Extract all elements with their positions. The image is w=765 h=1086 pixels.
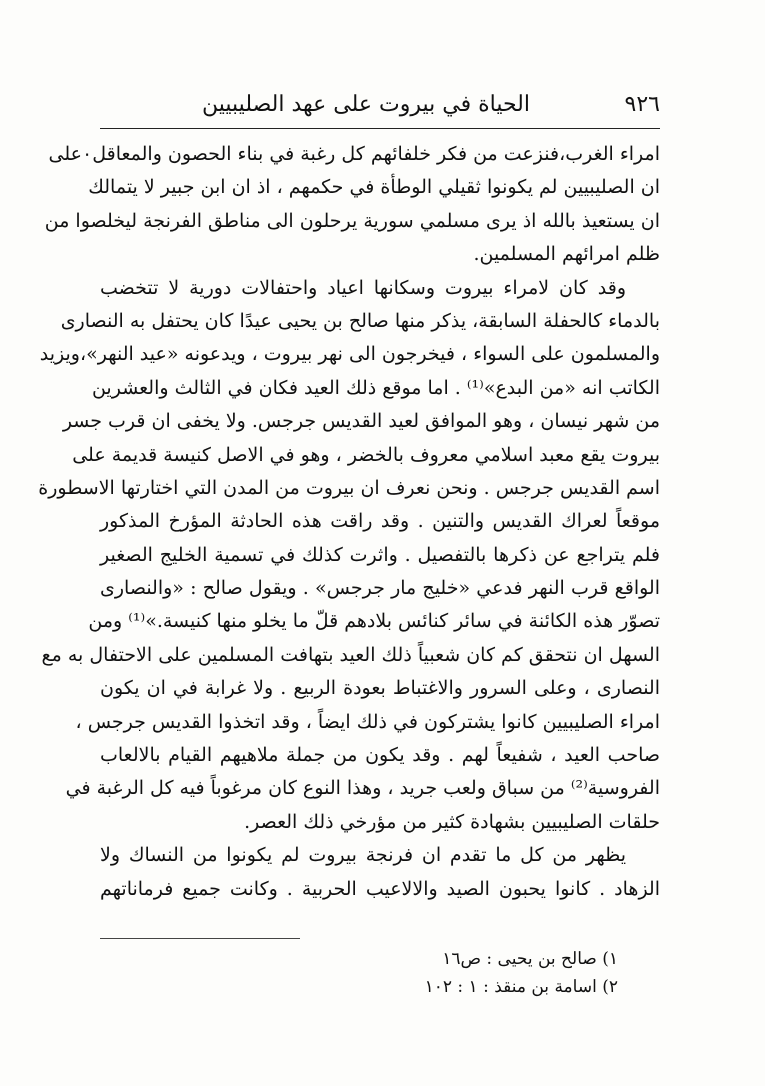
text-line: الواقع قرب النهر فدعي «خليج مار جرجس» . ويقول صالح : «والنصارى xyxy=(100,577,660,600)
text-line: تصوّر هذه الكائنة في سائر كنائس بلادهم قلّ ما يخلو منها كنيسة.»⁽¹⁾ ومن xyxy=(88,610,660,633)
body-text xyxy=(38,138,660,906)
text-line: النصارى ، وعلى السرور والاغتباط بعودة الربيع . ولا غرابة في ان يكون xyxy=(100,677,660,700)
text-line: فلم يتراجع عن ذكرها بالتفصيل . واثرت كذلك في تسمية الخليج الصغير xyxy=(100,543,660,566)
footnote-rule xyxy=(100,938,300,939)
paragraph xyxy=(38,272,660,840)
page-number: ٩٢٦ xyxy=(624,92,660,117)
text-line: الزهاد . كانوا يحبون الصيد والالاعيب الحربية . وكانت جميع فرماناتهم xyxy=(100,877,660,900)
running-title: الحياة في بيروت على عهد الصليبيين xyxy=(202,92,530,117)
text-line: السهل ان نتحقق كم كان شعبياً ذلك العيد بتهافت المسلمين على الاحتفال به مع xyxy=(41,643,660,666)
text-line: اسم القديس جرجس . ونحن نعرف ان بيروت من المدن التي اختارتها الاسطورة xyxy=(38,476,660,499)
text-line: بالدماء كالحفلة السابقة، يذكر منها صالح بن يحيى عيدًا كان يحتفل به النصارى xyxy=(60,309,660,332)
text-line: الفروسية⁽²⁾ من سباق ولعب جريد ، وهذا النوع كان مرغوباً فيه كل الرغبة في xyxy=(65,777,660,800)
text-line: ان الصليبيين لم يكونوا ثقيلي الوطأة في حكمهم ، اذ ان ابن جبير لا يتمالك xyxy=(88,176,660,199)
text-line: ان يستعيذ بالله اذ يرى مسلمي سورية يرحلون الى مناطق الفرنجة ليخلصوا من xyxy=(44,209,660,232)
header-rule xyxy=(100,128,660,129)
text-line: حلقات الصليبيين بشهادة كثير من مؤرخي ذلك العصر. xyxy=(244,810,660,833)
text-line: والمسلمون على السواء ، فيخرجون الى نهر بيروت ، ويدعونه «عيد النهر»،ويزيد xyxy=(39,343,660,366)
text-line: موقعاً لعراك القديس والتنين . وقد راقت هذه الحادثة المؤرخ المذكور xyxy=(100,510,660,533)
paragraph xyxy=(100,839,660,906)
footnote: ٢) اسامة بن منقذ : ١ : ١٠٢ xyxy=(424,977,618,997)
text-line: من شهر نيسان ، وهو الموافق لعيد القديس جرجس. ولا يخفى ان قرب جسر xyxy=(62,410,660,433)
text-line: امراء الغرب،فنزعت من فكر خلفائهم كل رغبة في بناء الحصون والمعاقل٠على xyxy=(48,143,660,165)
text-line: يظهر من كل ما تقدم ان فرنجة بيروت لم يكونوا من النساك ولا xyxy=(100,844,626,867)
text-line: ظلم امرائهم المسلمين. xyxy=(473,243,660,266)
footnotes xyxy=(100,945,660,1001)
text-line: وقد كان لامراء بيروت وسكانها اعياد واحتفالات دورية لا تتخضب xyxy=(100,276,626,299)
text-line: صاحب العيد ، شفيعاً لهم . وقد يكون من جملة ملاهيهم القيام بالالعاب xyxy=(100,744,660,767)
text-line: امراء الصليبيين كانوا يشتركون في ذلك ايضاً ، وقد اتخذوا القديس جرجس ، xyxy=(75,710,660,733)
text-line: الكاتب انه «من البدع»⁽¹⁾ . اما موقع ذلك العيد فكان في الثالث والعشرين xyxy=(91,376,660,399)
text-line: بيروت يقع معبد اسلامي معروف بالخضر ، وهو في الاصل كنيسة قديمة على xyxy=(72,443,660,466)
page-header xyxy=(100,88,660,128)
footnote: ١) صالح بن يحيى : ص١٦ xyxy=(442,949,618,969)
paragraph xyxy=(44,138,660,272)
